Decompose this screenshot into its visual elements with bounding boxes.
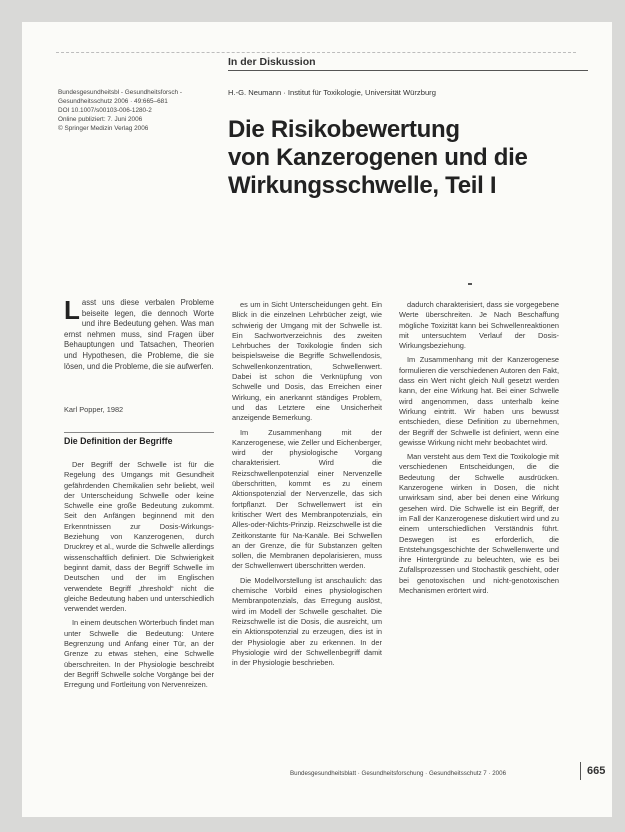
meta-line: © Springer Medizin Verlag 2006	[58, 125, 149, 132]
paragraph: dadurch charakterisiert, dass sie vorgegebene Werte überschreiten. Je Nach Beschaffung mögliche Toxizität kann bei Schwellenreaktionen mit untersuchtem Verlauf der Dosis-Wirkungsbeziehung.	[399, 300, 559, 351]
top-rule	[56, 52, 576, 53]
paragraph: Die Modellvorstellung ist anschaulich: das chemische Vorbild eines physiologischen Membranpotenzials, das Erregung auslöst, wird im Modell der Schwelle geschaltet. Die Reizschwelle ist die Dosis, die ausreicht, um ein Aktionspotenzial zu erzeugen, dies ist in der Physiologie aber zu erkennen. In der Physiologie wird der Schwellenbegriff damit in der Physiologie beschrieben.	[232, 575, 382, 668]
motto-source: Karl Popper, 1982	[64, 405, 124, 414]
section-heading: Die Definition der Begriffe	[64, 436, 173, 446]
title-line: von Kanzerogenen und die	[228, 144, 528, 171]
article-title	[228, 116, 608, 200]
paragraph: Der Begriff der Schwelle ist für die Regelung des Umgangs mit Gesundheit gefährdenden Chemikalien sehr beliebt, weil der Unterscheidung Schwelle oder keine Schwelle eine große Bedeutung zukommt. Seit den Anfängen beginnend mit den Erkenntnissen zur Dosis-Wirkungs-Beziehung von Kanzerogenen, durch Druckrey et al., wurde die Schwelle allerdings wissenschaftlich definiert. Die Schwierigkeit beginnt damit, dass der Begriff Schwelle im Deutschen und der im Englischen verwendete Begriff „threshold“ nicht die gleiche Bedeutung haben und unterschiedlich verwendet werden.	[64, 460, 214, 614]
text-column-3	[399, 300, 559, 600]
decorative-dash	[468, 283, 472, 285]
text-column-1	[64, 460, 214, 695]
motto-quote	[64, 295, 214, 372]
paragraph: Man versteht aus dem Text die Toxikologie mit verschiedenen Entscheidungen, die die Bedeutung der Schwelle ausdrücken. Kanzerogene wirken in Dosen, die nicht unwirksam sind, aber bei denen eine Wirkung gesehen wird. Die Schwelle ist ein Begriff, der im Fall der Kanzerogenese diskutiert wird und zu einem unterschiedlichen Verständnis führt. Deswegen ist es erforderlich, die Entstehungsgeschichte der Schwellenwerte und ihre Hintergründe zu beleuchten, wie es bei Zufallsprozessen und Stochastik geschieht, oder bei genotoxischen und nicht-genotoxischen Mechanismen erörtert wird.	[399, 452, 559, 596]
title-line: Wirkungsschwelle, Teil I	[228, 172, 497, 199]
page-number-divider	[580, 762, 581, 780]
paragraph: es um in Sicht Unterscheidungen geht. Ein Blick in die einzelnen Lehrbücher zeigt, wie schwierig der Umgang mit der Schwelle ist. Ein Sachwortverzeichnis des zweiten Lehrbuches der Toxikologie finden sich beispielsweise die Begriffe Schwellendosis, Schwellenkonzentration, Schwellenwert. Dabei ist schon die Verknüpfung von Schwelle und Dosis, das Erreichen einer Wirkung, ein anerkannt ständiges Problem, und das Letztere eine Unsicherheit anzeigende Bemerkung.	[232, 300, 382, 423]
meta-line: DOI 10.1007/s00103-006-1280-2	[58, 107, 152, 114]
paragraph: Im Zusammenhang mit der Kanzerogenese formulieren die verschiedenen Autoren den Fakt, dass ein Wert nicht gleich Null gesetzt werden kann, der eine Wirkung hat. Bei einer Schwelle wird angenommen, dass unterhalb keine Wirkung eintritt. Wir haben uns bewusst entschieden, diese Definition zu übernehmen, der Begriff der Schwelle ist definiert, wenn eine gewisse Wirkung nicht mehr beobachtet wird.	[399, 355, 559, 447]
title-line: Die Risikobewertung	[228, 116, 460, 143]
meta-line: Gesundheitsschutz 2006 · 49:665–681	[58, 98, 168, 105]
author-line: H.-G. Neumann · Institut für Toxikologie, Universität Würzburg	[228, 88, 436, 97]
meta-line: Online publiziert: 7. Juni 2006	[58, 116, 143, 123]
rubric-divider	[228, 70, 588, 71]
rubric: In der Diskussion	[228, 56, 316, 68]
motto-text: asst uns diese verbalen Probleme beiseite legen, die dennoch Worte und ihre Bedeutung gehen. Was man ernst nehmen muss, sind Fragen über Behauptungen und Tatsachen, Theorien und Hypothesen, die Probleme, die sie lösen, und die Probleme, die sie aufwerfen.	[64, 298, 214, 371]
drop-cap: L	[64, 295, 80, 325]
publication-meta	[58, 88, 223, 133]
paragraph: In einem deutschen Wörterbuch findet man unter Schwelle die Bedeutung: Untere Begrenzung und Anfang einer Tür, an der Grenze zu etwas stehen, eine Schwelle überschreiten. In der Physiologie beschreibt der Begriff Schwelle solche Vorgänge bei der Erregung und Fortleitung von Nervenreizen.	[64, 618, 214, 690]
text-column-2	[232, 300, 382, 672]
page-number: 665	[587, 765, 606, 777]
journal-footer: Bundesgesundheitsblatt · Gesundheitsforschung · Gesundheitsschutz 7 · 2006	[290, 770, 507, 777]
meta-line: Bundesgesundheitsbl - Gesundheitsforsch -	[58, 89, 182, 96]
paragraph: Im Zusammenhang mit der Kanzerogenese, wie Zeller und Eichenberger, wird der physiologische Vorgang charakterisiert. Wird die Reizschwellenpotenzial einer Nervenzelle überschritten, kommt es zu einem Aktionspotenzial der Nervenzelle, das sich fortpflanzt. Der Schwellenwert ist ein kritischer Wert des Membranpotenzials, ein Alles-oder-Nichts-Prinzip. Reizschwelle ist die Zeitkonstante für Na-Kanäle. Bei Schwellen an der Grenze, die für Substanzen gelten sollen, die Membranen depolarisieren, muss der Schwellenwert überschritten werden.	[232, 427, 382, 571]
section-divider	[64, 432, 214, 433]
